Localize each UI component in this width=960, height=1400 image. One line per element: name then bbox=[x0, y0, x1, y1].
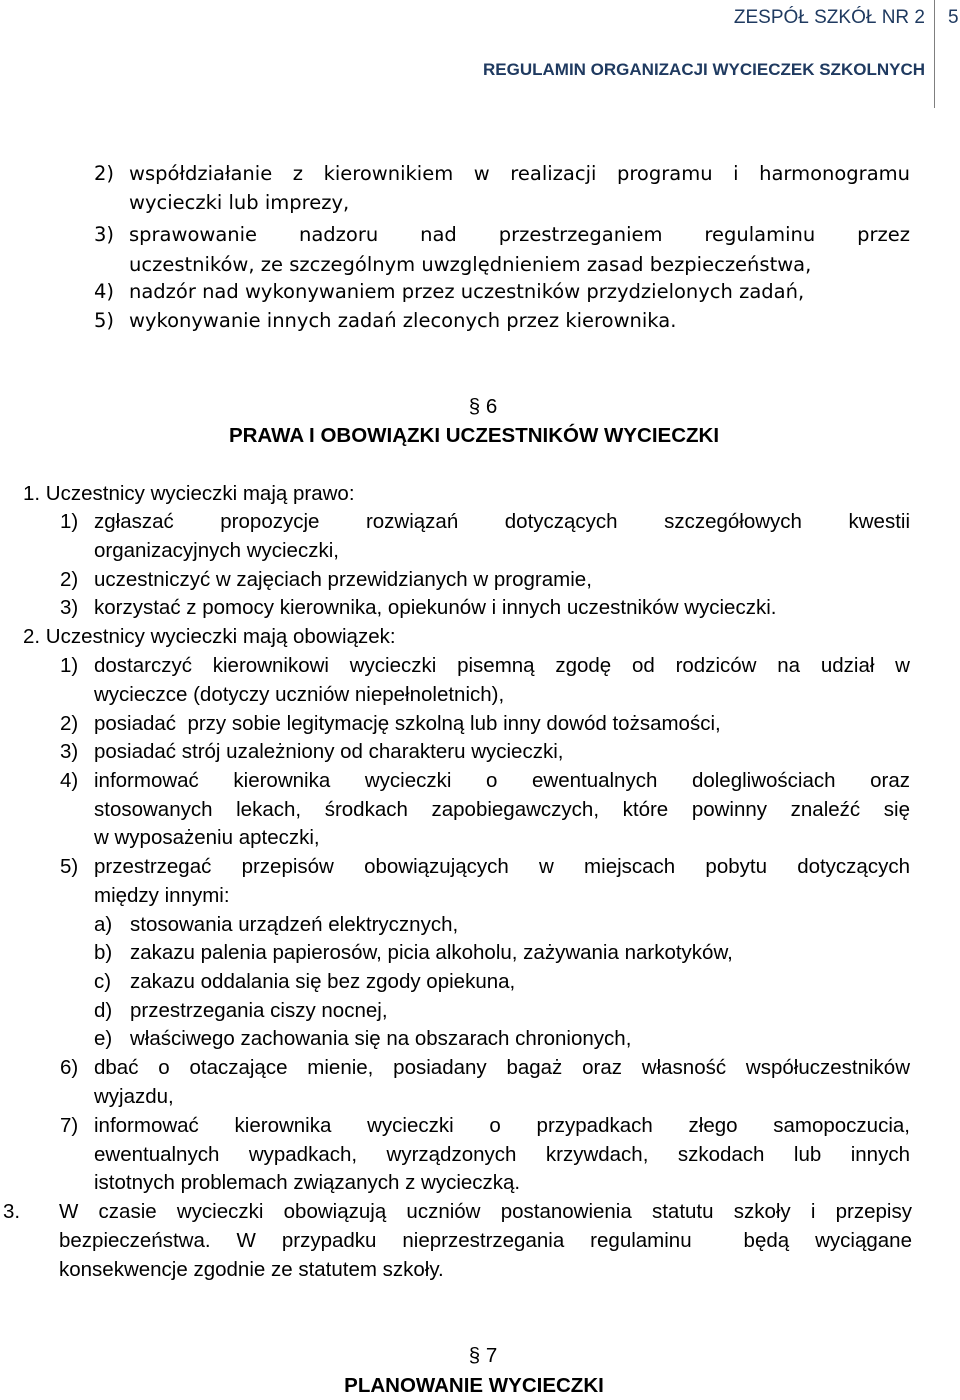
item-text: informować kierownika wycieczki o ewentualnych dolegliwościach oraz bbox=[94, 769, 910, 792]
paragraph bbox=[3, 1198, 912, 1226]
item-text: wycieczki lub imprezy, bbox=[129, 191, 350, 214]
item-number: 1) bbox=[60, 510, 79, 533]
list-item bbox=[60, 652, 912, 680]
item-text: posiadać przy sobie legitymację szkolną lub inny dowód tożsamości, bbox=[94, 712, 721, 735]
item-text: istotnych problemach związanych z wycieczką. bbox=[94, 1171, 521, 1194]
section-heading: PLANOWANIE WYCIECZKI bbox=[344, 1374, 604, 1397]
list-item bbox=[60, 508, 912, 536]
paragraph-intro: 2. Uczestnicy wycieczki mają obowiązek: bbox=[23, 625, 396, 648]
item-text: nadzór nad wykonywaniem przez uczestników przydzielonych zadań, bbox=[129, 280, 805, 303]
page-number: 5 bbox=[948, 7, 959, 28]
item-text: uczestników, ze szczególnym uwzględnieniem zasad bezpieczeństwa, bbox=[129, 253, 812, 276]
item-text: zakazu oddalania się bez zgody opiekuna, bbox=[130, 970, 516, 993]
item-text: dbać o otaczające mienie, posiadany bagaż oraz własność współuczestników bbox=[94, 1056, 910, 1079]
item-number: 5) bbox=[94, 309, 115, 332]
item-number: 2) bbox=[60, 568, 79, 591]
item-number: 4) bbox=[60, 769, 79, 792]
item-number: 3) bbox=[94, 223, 115, 246]
paragraph-number: 3. bbox=[3, 1200, 21, 1223]
list-item bbox=[94, 278, 804, 306]
item-text: zgłaszać propozycje rozwiązań dotyczących szczegółowych kwestii bbox=[94, 510, 910, 533]
item-number: 4) bbox=[94, 280, 115, 303]
item-number: 3) bbox=[60, 740, 79, 763]
item-text: między innymi: bbox=[94, 884, 230, 907]
item-number: 7) bbox=[60, 1114, 79, 1137]
list-item bbox=[60, 767, 912, 795]
item-text: uczestniczyć w zajęciach przewidzianych w programie, bbox=[94, 568, 592, 591]
list-item bbox=[60, 1112, 912, 1140]
item-text: ewentualnych wypadkach, wyrządzonych krzywdach, szkodach lub innych bbox=[94, 1143, 910, 1166]
item-text: zakazu palenia papierosów, picia alkoholu, zażywania narkotyków, bbox=[130, 941, 733, 964]
list-item bbox=[60, 710, 721, 738]
item-text: przestrzegania ciszy nocnej, bbox=[130, 999, 388, 1022]
item-text: wykonywanie innych zadań zleconych przez kierownika. bbox=[129, 309, 677, 332]
item-number: 2) bbox=[94, 162, 115, 185]
sub-list-item bbox=[94, 911, 458, 939]
sub-list-item bbox=[94, 968, 515, 996]
sub-list-item bbox=[94, 939, 733, 967]
list-item bbox=[94, 160, 912, 188]
item-text: wycieczce (dotyczy uczniów niepełnoletnich), bbox=[94, 683, 505, 706]
item-text: wyjazdu, bbox=[94, 1085, 174, 1108]
item-number: 1) bbox=[60, 654, 79, 677]
sub-list-item bbox=[94, 997, 388, 1025]
list-item bbox=[60, 1054, 912, 1082]
item-letter: b) bbox=[94, 941, 113, 964]
section-symbol: § 7 bbox=[468, 1344, 498, 1367]
item-text: stosowanych lekach, środkach zapobiegawczych, które powinny znaleźć się bbox=[94, 798, 910, 821]
header-school-name: ZESPÓŁ SZKÓŁ NR 2 bbox=[733, 7, 925, 28]
list-item bbox=[94, 221, 912, 249]
item-letter: d) bbox=[94, 999, 113, 1022]
paragraph-text: konsekwencje zgodnie ze statutem szkoły. bbox=[59, 1258, 444, 1281]
document-title: REGULAMIN ORGANIZACJI WYCIECZEK SZKOLNYCH bbox=[483, 60, 925, 79]
item-text: posiadać strój uzależniony od charakteru wycieczki, bbox=[94, 740, 564, 763]
item-letter: e) bbox=[94, 1027, 113, 1050]
item-letter: a) bbox=[94, 913, 113, 936]
item-text: właściwego zachowania się na obszarach chronionych, bbox=[130, 1027, 632, 1050]
item-text: stosowania urządzeń elektrycznych, bbox=[130, 913, 459, 936]
list-item bbox=[60, 738, 563, 766]
item-number: 3) bbox=[60, 596, 79, 619]
list-item bbox=[94, 307, 676, 335]
list-item bbox=[60, 853, 912, 881]
item-text: korzystać z pomocy kierownika, opiekunów i innych uczestników wycieczki. bbox=[94, 596, 777, 619]
item-text: przestrzegać przepisów obowiązujących w miejscach pobytu dotyczących bbox=[94, 855, 910, 878]
list-item bbox=[60, 566, 592, 594]
item-text: organizacyjnych wycieczki, bbox=[94, 539, 339, 562]
paragraph-text: W czasie wycieczki obowiązują uczniów postanowienia statutu szkoły i przepisy bbox=[59, 1200, 912, 1223]
header-divider bbox=[934, 0, 935, 108]
list-item bbox=[60, 594, 776, 622]
item-text: informować kierownika wycieczki o przypadkach złego samopoczucia, bbox=[94, 1114, 910, 1137]
item-text: dostarczyć kierownikowi wycieczki pisemną zgodę od rodziców na udział w bbox=[94, 654, 910, 677]
paragraph-text: bezpieczeństwa. W przypadku nieprzestrzegania regulaminu będą wyciągane bbox=[59, 1229, 912, 1252]
item-number: 6) bbox=[60, 1056, 79, 1079]
item-number: 5) bbox=[60, 855, 79, 878]
item-number: 2) bbox=[60, 712, 79, 735]
item-letter: c) bbox=[94, 970, 112, 993]
item-text: współdziałanie z kierownikiem w realizacji programu i harmonogramu bbox=[129, 162, 910, 185]
sub-list-item bbox=[94, 1025, 631, 1053]
item-text: w wyposażeniu apteczki, bbox=[94, 826, 320, 849]
item-text: sprawowanie nadzoru nad przestrzeganiem regulaminu przez bbox=[129, 223, 910, 246]
section-symbol: § 6 bbox=[468, 395, 498, 418]
section-heading: PRAWA I OBOWIĄZKI UCZESTNIKÓW WYCIECZKI bbox=[228, 424, 720, 447]
paragraph-intro: 1. Uczestnicy wycieczki mają prawo: bbox=[23, 482, 355, 505]
